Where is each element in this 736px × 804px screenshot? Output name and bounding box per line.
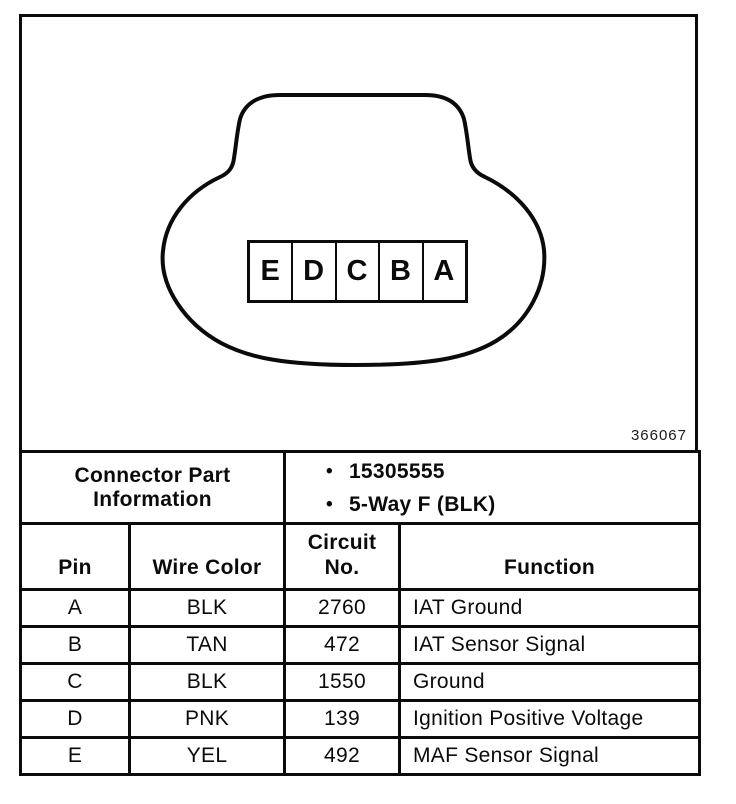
pin-cavity: E [260, 255, 281, 287]
table-row [21, 738, 700, 775]
connector-type-item [326, 488, 697, 521]
part-info-list [285, 452, 700, 524]
column-header-row [21, 524, 700, 590]
col-header-pin: Pin [21, 524, 130, 590]
table-row [21, 627, 700, 664]
table-row [21, 664, 700, 701]
wire-color-cell: BLK [130, 590, 285, 627]
wire-color-cell: YEL [130, 738, 285, 775]
pin-cell: D [21, 701, 130, 738]
pin-cavity: A [422, 243, 465, 300]
table-row [21, 701, 700, 738]
function-cell: Ignition Positive Voltage [400, 701, 700, 738]
circuit-no-cell: 472 [285, 627, 400, 664]
circuit-no-cell: 1550 [285, 664, 400, 701]
circuit-no-cell: 2760 [285, 590, 400, 627]
col-header-function: Function [400, 524, 700, 590]
circuit-no-cell: 139 [285, 701, 400, 738]
pin-cell: E [21, 738, 130, 775]
connector-pinout-table [19, 450, 701, 776]
col-header-circuit-no: Circuit No. [285, 524, 400, 590]
pin-cavity: C [335, 243, 378, 300]
function-cell: IAT Sensor Signal [400, 627, 700, 664]
connector-figure [19, 14, 698, 776]
col-header-wire-color: Wire Color [130, 524, 285, 590]
part-info-header: Connector Part Information [21, 452, 285, 524]
circuit-no-cell: 492 [285, 738, 400, 775]
pin-cavity: B [378, 243, 421, 300]
wire-color-cell: BLK [130, 664, 285, 701]
bullet-icon: • [326, 460, 333, 482]
part-number-item [326, 455, 697, 488]
part-info-row [21, 452, 700, 524]
table-row [21, 590, 700, 627]
function-cell: Ground [400, 664, 700, 701]
pin-cell: A [21, 590, 130, 627]
pin-cell: C [21, 664, 130, 701]
pin-cavity-strip [247, 240, 468, 303]
figure-number: 366067 [630, 427, 687, 444]
wire-color-cell: TAN [130, 627, 285, 664]
pin-cell: B [21, 627, 130, 664]
function-cell: MAF Sensor Signal [400, 738, 700, 775]
connector-outline-drawing [22, 17, 695, 450]
connector-type: 5-Way F (BLK) [348, 492, 496, 516]
function-cell: IAT Ground [400, 590, 700, 627]
wire-color-cell: PNK [130, 701, 285, 738]
bullet-icon: • [326, 493, 333, 515]
connector-diagram [19, 14, 698, 450]
part-number: 15305555 [348, 459, 445, 483]
pin-cavity: D [291, 243, 334, 300]
